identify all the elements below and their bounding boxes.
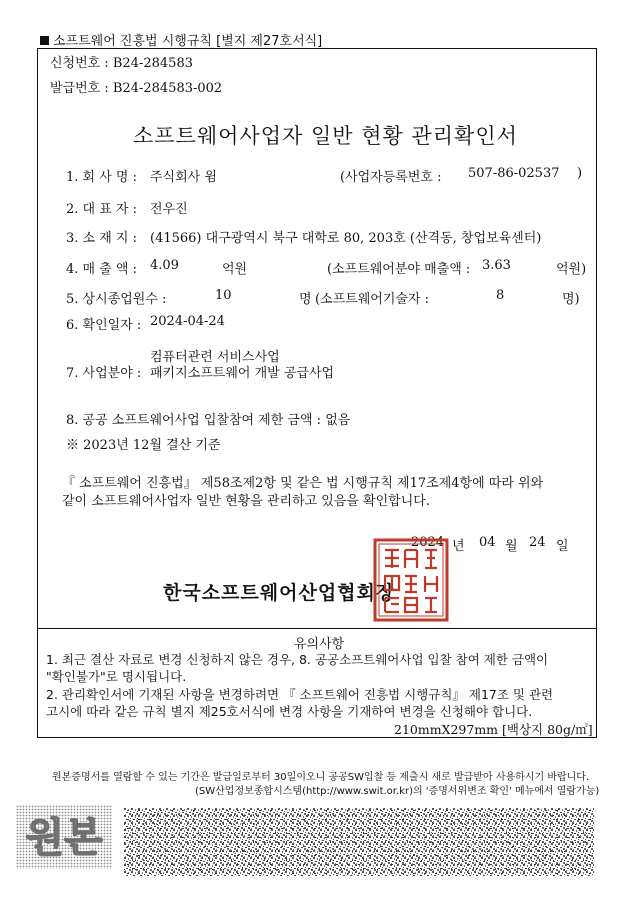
biz-reg-value: 507-86-02537 <box>468 166 560 181</box>
form-reference-text: 소프트웨어 진흥법 시행규칙 [별지 제27호서식] <box>53 34 323 49</box>
issuer-name: 한국소프트웨어산업협회장 <box>163 582 396 604</box>
date-year-unit: 년 <box>452 539 465 554</box>
representative-label: 2. 대 표 자 : <box>66 202 137 217</box>
square-bullet-icon <box>40 36 49 45</box>
settlement-note: ※ 2023년 12월 결산 기준 <box>66 438 221 453</box>
original-badge <box>16 805 112 869</box>
notice-line-1: 1. 최근 결산 자료로 변경 신청하지 않은 경우, 8. 공공소프트웨어사업 입찰 참여 제한 금액이 <box>46 652 549 667</box>
business-field-2: 패키지소프트웨어 개발 공급사업 <box>150 366 335 381</box>
date-year: 2024 <box>411 535 445 550</box>
issue-number: 발급번호 : B24-284583-002 <box>50 81 223 96</box>
statement-line-1: 『 소프트웨어 진흥법』 제58조제2항 및 같은 법 시행규칙 제17조제4항에 따라 위와 <box>62 476 544 491</box>
form-reference <box>40 30 322 49</box>
sales-label: 4. 매 출 액 : <box>66 262 137 277</box>
company-label: 1. 회 사 명 : <box>66 170 137 185</box>
footer-line-2: (SW산업정보종합시스템(http://www.swit.or.kr)의 '증명서위변조 확인' 메뉴에서 열람가능) <box>195 786 600 797</box>
confirm-date-label: 6. 확인일자 : <box>66 318 142 333</box>
address-value: (41566) 대구광역시 북구 대학로 80, 203호 (산격동, 창업보육센터) <box>150 231 542 246</box>
bid-limit: 8. 공공 소프트웨어사업 입찰참여 제한 금액 : 없음 <box>66 413 351 428</box>
biz-reg-close: ) <box>577 166 583 181</box>
sw-sales-unit: 억원) <box>556 262 587 277</box>
sw-engineers-value: 8 <box>496 288 505 303</box>
notice-line-3: 2. 관리확인서에 기재된 사항을 변경하려면 『 소프트웨어 진흥법 시행규칙』 제17조 및 관련 <box>46 687 554 702</box>
employees-label: 5. 상시종업원수 : <box>66 292 167 307</box>
security-pattern-icon <box>124 808 594 876</box>
sw-sales-value: 3.63 <box>482 258 511 273</box>
notice-line-4: 고시에 따라 같은 규칙 별지 제25호서식에 변경 사항을 기재하여 변경을 신청해야 합니다. <box>46 704 533 719</box>
date-day: 24 <box>529 535 546 550</box>
employees-value: 10 <box>215 288 232 303</box>
notice-line-2: "확인불가"로 명시됩니다. <box>46 669 187 684</box>
representative-value: 전우진 <box>150 202 188 217</box>
sales-unit: 억원 <box>222 262 248 277</box>
sw-engineers-label: (소프트웨어기술자 : <box>315 292 430 307</box>
employees-unit: 명 <box>299 292 312 307</box>
original-badge-icon <box>16 805 112 869</box>
application-number: 신청번호 : B24-284583 <box>50 56 193 71</box>
official-seal-icon <box>373 538 449 622</box>
sw-engineers-unit: 명) <box>562 292 580 307</box>
company-value: 주식회사 윔 <box>150 170 217 185</box>
biz-reg-label: (사업자등록번호 : <box>340 170 442 185</box>
document-title: 소프트웨어사업자 일반 현황 관리확인서 <box>133 124 518 148</box>
original-badge-text: 원본 <box>25 815 103 861</box>
paper-spec: 210mmX297mm [백상지 80g/㎡] <box>394 722 593 737</box>
date-day-unit: 일 <box>556 539 569 554</box>
confirm-date-value: 2024-04-24 <box>150 314 225 329</box>
address-label: 3. 소 재 지 : <box>66 231 137 246</box>
business-field-label: 7. 사업분야 : <box>66 366 142 381</box>
footer-line-1: 원본증명서를 열람할 수 있는 기간은 발급일로부터 30일이오니 공공SW입찰 등 제출시 새로 발급받아 사용하시기 바랍니다. <box>52 772 590 783</box>
sw-sales-label: (소프트웨어분야 매출액 : <box>327 262 471 277</box>
notice-heading: 유의사항 <box>294 637 345 652</box>
date-month: 04 <box>479 535 496 550</box>
statement-line-2: 같이 소프트웨어사업자 일반 현황을 관리하고 있음을 확인합니다. <box>62 494 430 509</box>
date-month-unit: 월 <box>505 539 518 554</box>
sales-value: 4.09 <box>150 258 179 273</box>
business-field-1: 컴퓨터관련 서비스사업 <box>150 350 280 365</box>
